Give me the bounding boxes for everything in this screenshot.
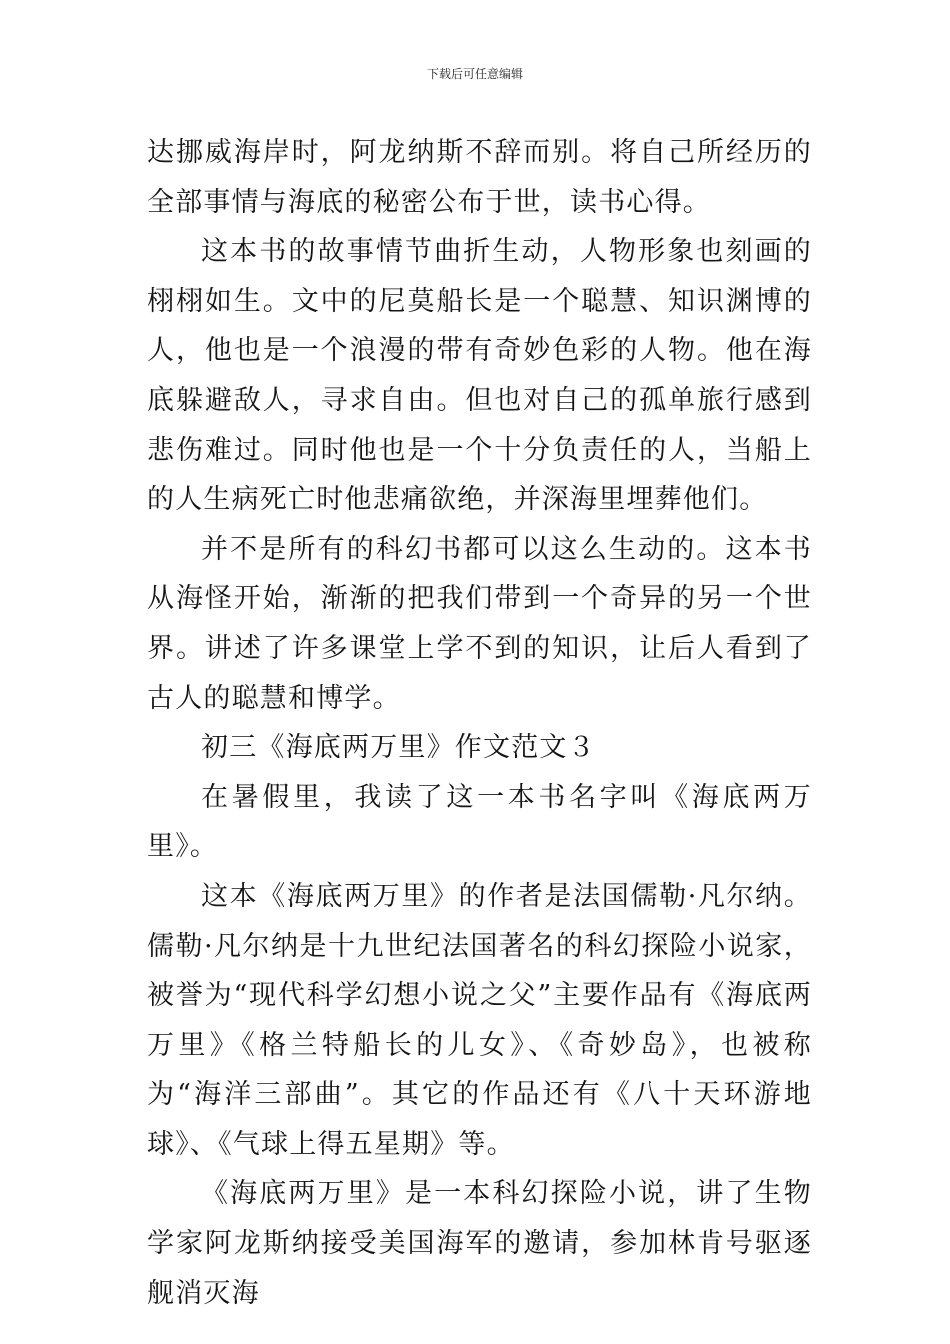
paragraph-author: 这本《海底两万里》的作者是法国儒勒·凡尔纳。儒勒·凡尔纳是十九世纪法国著名的科幻探险小说家，被誉为“现代科学幻想小说之父”主要作品有《海底两万里》《格兰特船长的儿女》、《奇妙岛》，也被称为“海洋三部曲”。其它的作品还有《八十天环游地球》、《气球上得五星期》等。 [147, 880, 812, 1160]
paragraph-plot: 《海底两万里》是一本科幻探险小说，讲了生物学家阿龙斯纳接受美国海军的邀请，参加林肯号驱逐舰消灭海 [147, 1178, 812, 1309]
page-header: 下载后可任意编辑 [426, 67, 523, 81]
essay-title: 初三《海底两万里》作文范文３ [201, 732, 596, 764]
document-body [147, 128, 812, 1318]
paragraph-continued: 达挪威海岸时，阿龙纳斯不辞而别。将自己所经历的全部事情与海底的秘密公布于世，读书心得。 [147, 137, 812, 218]
paragraph-science-fiction: 并不是所有的科幻书都可以这么生动的。这本书从海怪开始，渐渐的把我们带到一个奇异的另一个世界。讲述了许多课堂上学不到的知识，让后人看到了古人的聪慧和博学。 [147, 533, 812, 714]
paragraph-summer-reading: 在暑假里，我读了这一本书名字叫《海底两万里》。 [147, 781, 812, 863]
paragraph-captain-nemo: 这本书的故事情节曲折生动，人物形象也刻画的栩栩如生。文中的尼莫船长是一个聪慧、知识渊博的人，他也是一个浪漫的带有奇妙色彩的人物。他在海底躲避敌人，寻求自由。但也对自己的孤单旅行感到悲伤难过。同时他也是一个十分负责任的人，当船上的人生病死亡时他悲痛欲绝，并深海里埋葬他们。 [147, 236, 812, 516]
